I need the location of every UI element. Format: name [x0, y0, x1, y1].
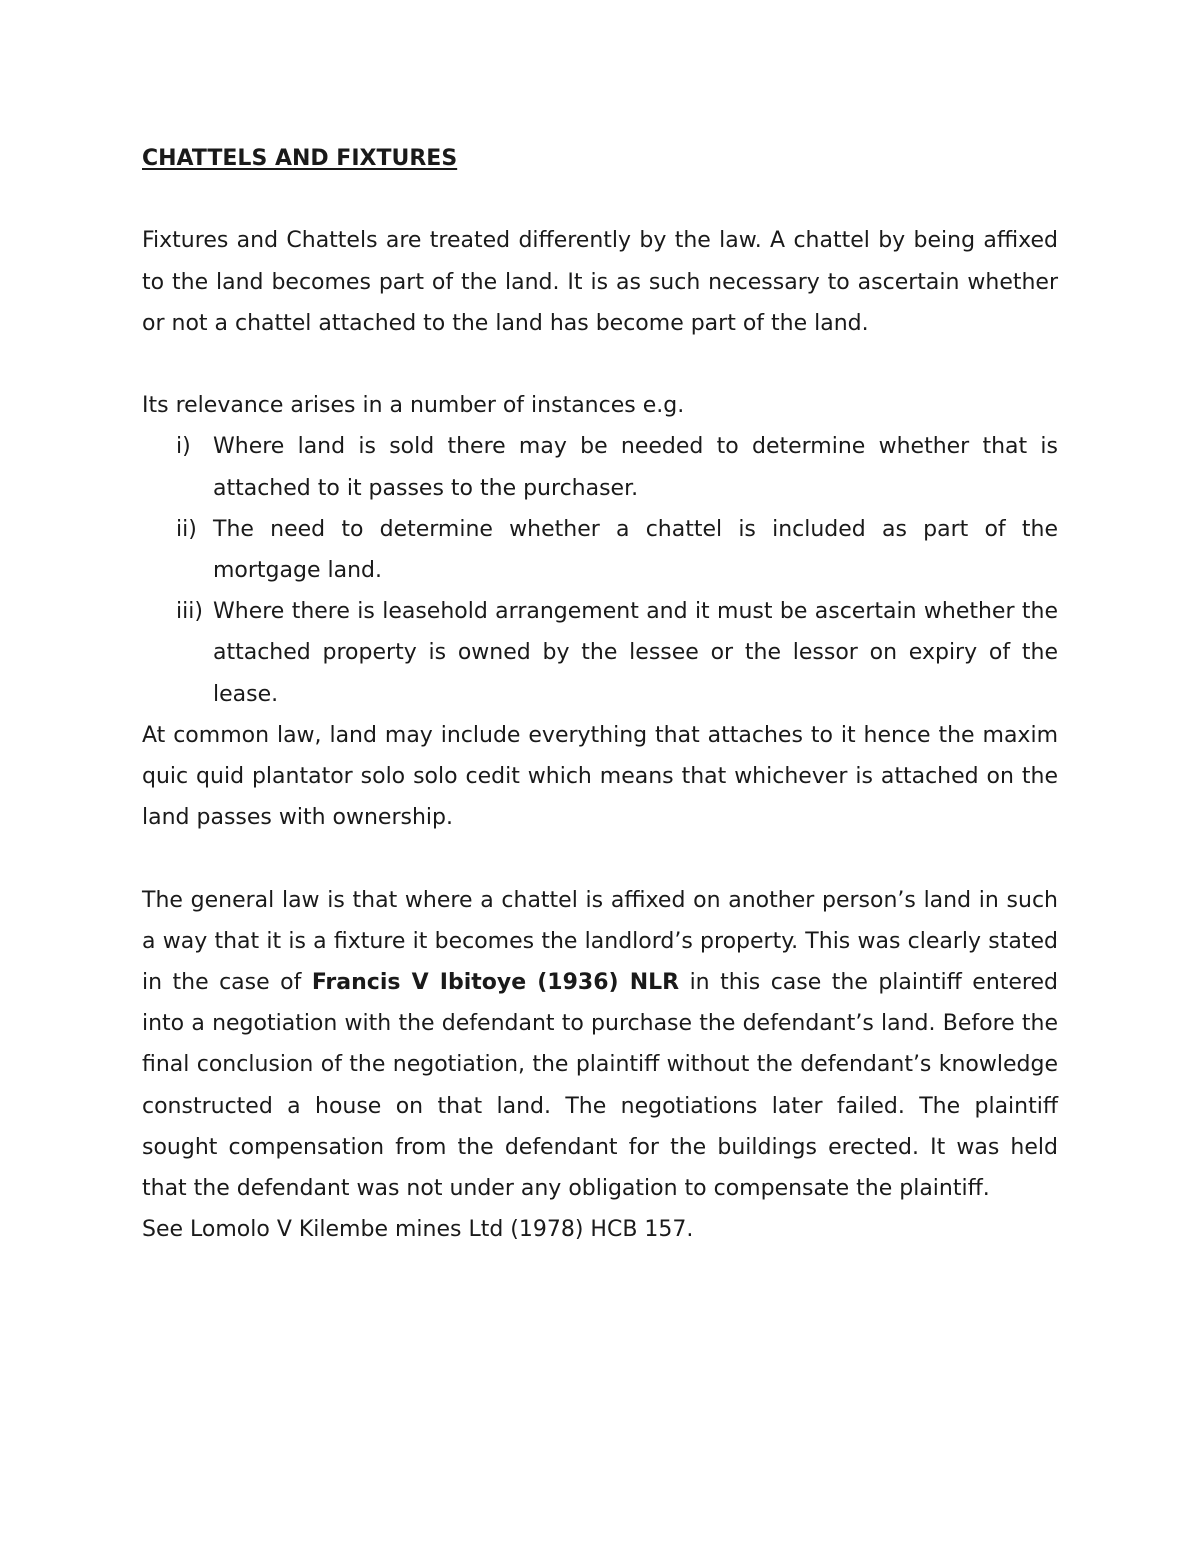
spacer — [142, 838, 1058, 879]
spacer — [142, 179, 1058, 220]
relevance-intro: Its relevance arises in a number of instances e.g. — [142, 393, 685, 419]
list-marker: iii) — [176, 599, 203, 625]
instances-list — [142, 426, 1058, 714]
list-item — [142, 509, 1058, 591]
list-marker: ii) — [176, 516, 197, 542]
general-law-paragraph — [142, 880, 1058, 1210]
spacer — [142, 344, 1058, 385]
see-also-reference: See Lomolo V Kilembe mines Ltd (1978) HCB 157. — [142, 1217, 694, 1243]
list-item — [142, 426, 1058, 508]
general-law-text-before: The general law is that where a chattel is affixed on another person’s land in such a way that it is a fixture it becomes the landlord’s property. This was clearly stated in the case of — [142, 887, 1058, 996]
list-item-text: Where there is leasehold arrangement and it must be ascertain whether the attached property is owned by the lessee or the lessor on expiry of the lease. — [213, 599, 1058, 707]
list-marker: i) — [176, 434, 191, 460]
intro-paragraph: Fixtures and Chattels are treated differently by the law. A chattel by being affixed to the land becomes part of the land. It is as such necessary to ascertain whether or not a chattel attached to the land has become part of the land. — [142, 228, 1058, 336]
list-item-text: The need to determine whether a chattel is included as part of the mortgage land. — [213, 516, 1058, 583]
common-law-paragraph: At common law, land may include everything that attaches to it hence the maxim quic quid plantator solo solo cedit which means that whichever is attached on the land passes with ownership. — [142, 722, 1058, 831]
list-item — [142, 591, 1058, 715]
case-citation: Francis V Ibitoye (1936) NLR — [311, 970, 680, 996]
list-item-text: Where land is sold there may be needed to determine whether that is attached to it passes to the purchaser. — [213, 434, 1058, 501]
document-title: CHATTELS AND FIXTURES — [142, 146, 458, 171]
document-page — [142, 138, 1058, 1250]
general-law-text-after: in this case the plaintiff entered into a negotiation with the defendant to purchase the defendant’s land. Before the final conclusion of the negotiation, the plaintiff without the defendant’s knowledge constructed a house on that land. The negotiations later failed. The plaintiff sought compensation from the defendant for the buildings erected. It was held that the defendant was not under any obligation to compensate the plaintiff. — [142, 970, 1058, 1202]
